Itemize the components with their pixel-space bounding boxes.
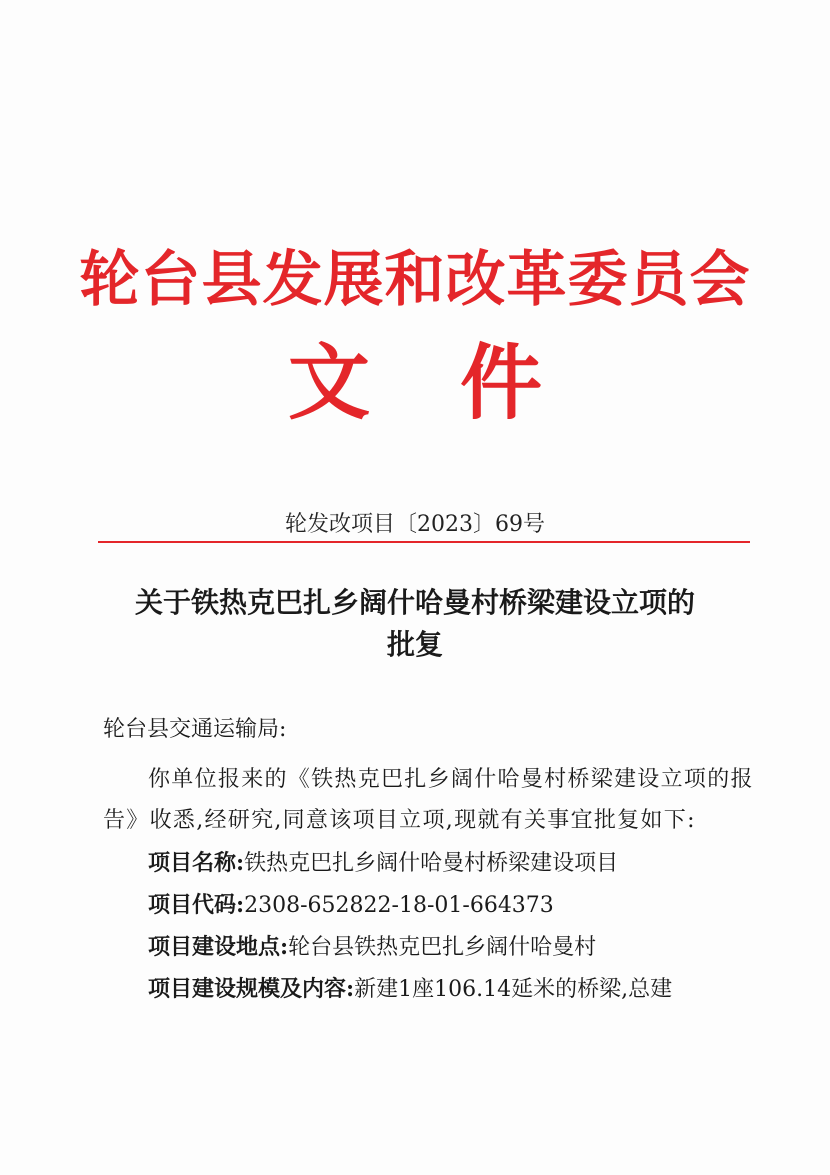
item-label: 项目名称: [148,850,245,876]
document-number: 轮发改项目〔2023〕69号 [285,512,545,537]
item-value: 铁热克巴扎乡阔什哈曼村桥梁建设项目 [244,851,619,876]
title-line-1: 关于铁热克巴扎乡阔什哈曼村桥梁建设立项的 [134,586,695,619]
item-label: 项目代码: [148,892,245,918]
document-title [0,582,830,666]
item-value: 轮台县铁热克巴扎乡阔什哈曼村 [288,935,597,960]
item-project-location [148,930,768,961]
item-label: 项目建设规模及内容: [148,976,355,1002]
document-type-heading: 文件 [287,335,632,431]
paragraph-line-2: 告》收悉,经研究,同意该项目立项,现就有关事宜批复如下: [103,808,696,833]
title-line-2: 批复 [386,628,443,661]
red-divider-line [98,541,750,543]
item-project-code [148,888,768,919]
item-project-name [148,846,768,877]
item-value: 2308-652822-18-01-664373 [244,893,554,918]
issuing-organization: 轮台县发展和改革委员会 [79,245,751,315]
item-project-scale [148,972,768,1003]
addressee: 轮台县交通运输局: [103,717,287,742]
paragraph-line-1: 你单位报来的《铁热克巴扎乡阔什哈曼村桥梁建设立项的报 [148,767,754,792]
item-label: 项目建设地点: [148,934,289,960]
item-value: 新建1座106.14延米的桥梁,总建 [354,977,673,1002]
